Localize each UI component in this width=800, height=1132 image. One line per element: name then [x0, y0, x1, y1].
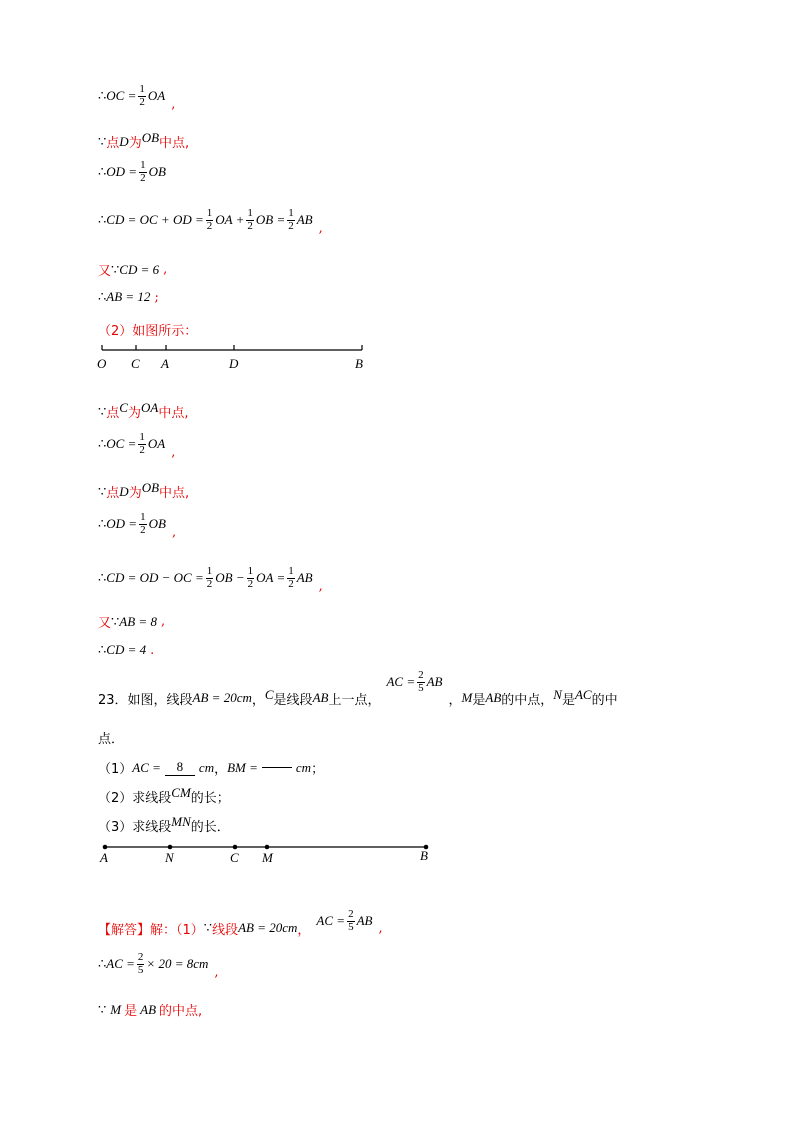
text: ，: [251, 692, 265, 708]
label-n: N: [165, 850, 174, 865]
eq-rhs: OB: [148, 164, 166, 180]
eq-part: AB: [296, 212, 313, 228]
fraction-half: $\frac{1}{2}$: [139, 431, 145, 456]
because-symbol: ∵: [98, 133, 107, 149]
punctuation: ,: [160, 614, 166, 629]
answer-line-2: [98, 951, 219, 980]
dot-a: [103, 845, 108, 850]
eq-part: OB =: [255, 212, 286, 228]
question-2: [98, 784, 230, 806]
label-b2: B: [420, 848, 428, 863]
math: AC: [574, 687, 592, 703]
answer-line-1: [98, 908, 383, 940]
answer-line-3: [98, 1000, 202, 1019]
eq-rhs: OA: [147, 88, 166, 104]
fraction-two-fifths: $\frac{2}{5}$: [418, 669, 424, 694]
answer-tag: 【解答】: [98, 922, 151, 938]
point-label: C: [119, 399, 128, 415]
problem-23-statement: [98, 669, 618, 710]
punctuation: ,: [171, 444, 176, 460]
text: 是线段: [273, 692, 313, 708]
result-ab-12: [98, 289, 159, 305]
therefore-symbol: ∴: [98, 570, 107, 586]
therefore-symbol: ∴: [98, 164, 107, 180]
text: 点: [106, 406, 120, 421]
punctuation: ,: [214, 964, 219, 980]
label-a: A: [161, 356, 169, 371]
label-m: M: [262, 850, 273, 865]
math: AB = 20cm: [192, 690, 252, 706]
math: BM =: [227, 759, 258, 775]
math: AB: [426, 674, 443, 690]
text: （1）: [98, 762, 133, 777]
dot-c: [233, 845, 238, 850]
therefore-symbol: ∴: [98, 642, 107, 657]
math: AB: [312, 690, 329, 706]
blank-ac-answer: 8: [165, 759, 195, 776]
label-c: C: [131, 356, 140, 371]
text: 为: [128, 486, 142, 501]
eq-rhs: OA: [147, 436, 166, 452]
dot-n: [168, 845, 173, 850]
text: 是: [124, 1004, 138, 1019]
text: 点: [106, 486, 120, 501]
eq-part: CD = OD − OC =: [106, 570, 204, 586]
text: 又: [98, 616, 112, 631]
fraction-half: $\frac{1}{2}$: [247, 207, 253, 232]
math: M: [110, 1001, 122, 1017]
text: 点: [106, 136, 120, 151]
eq-cd-sum: [98, 207, 323, 236]
text: 是: [561, 692, 575, 708]
text: 解：（1）: [150, 922, 204, 938]
fraction-half: $\frac{1}{2}$: [288, 565, 294, 590]
text: ；: [311, 762, 325, 777]
math: MN: [171, 813, 191, 829]
text: 的中点,: [159, 1004, 203, 1019]
text: 线段: [212, 922, 239, 938]
given-cd-6: [98, 260, 167, 279]
math: AC =: [132, 759, 161, 775]
question-1: [98, 758, 324, 777]
eq-lhs: OC =: [106, 88, 137, 104]
because-symbol: ∵: [203, 920, 213, 936]
math: M: [461, 690, 473, 706]
text: 23．如图，线段: [98, 692, 193, 708]
therefore-symbol: ∴: [98, 436, 107, 452]
eq-part: OA +: [215, 212, 245, 228]
text: （3）求线段: [98, 820, 172, 835]
fraction-half: $\frac{1}{2}$: [206, 207, 213, 232]
blank-bm-answer: [262, 767, 292, 768]
eq-lhs: OD =: [106, 164, 138, 180]
eq-part: AB = 12: [106, 289, 151, 304]
math: cm: [295, 759, 312, 775]
because-symbol: ∵: [111, 613, 120, 629]
text: ，: [214, 762, 228, 777]
math: AC =: [316, 913, 346, 929]
text: ，: [448, 692, 462, 708]
fraction-two-fifths: $\frac{2}{5}$: [348, 908, 354, 933]
eq-part: AB: [296, 570, 313, 586]
segment-label: OB: [141, 479, 160, 495]
eq-part: OB −: [215, 570, 245, 586]
fraction-half: $\frac{1}{2}$: [206, 565, 213, 590]
problem-23-line2: 点．: [98, 732, 125, 747]
because-symbol: ∵: [98, 483, 107, 499]
answer-ac-equation: [316, 909, 372, 933]
dot-m: [265, 845, 270, 850]
result-cd-4: [98, 642, 154, 658]
fraction-half: $\frac{1}{2}$: [247, 565, 254, 590]
point-label: D: [119, 483, 129, 499]
label-a2: A: [100, 850, 108, 865]
fraction-half: $\frac{1}{2}$: [140, 511, 146, 536]
text: 的长．: [190, 820, 230, 835]
reason-c-midpoint: [98, 399, 189, 421]
segment-label: OA: [140, 399, 159, 415]
math: N: [553, 687, 562, 703]
therefore-symbol: ∴: [98, 956, 107, 972]
therefore-symbol: ∴: [98, 516, 107, 532]
text: 是: [472, 692, 486, 708]
because-symbol: ∵: [98, 1001, 107, 1017]
part2-heading: （2）如图所示：: [98, 324, 198, 339]
eq-part: CD = 6: [119, 261, 160, 277]
punctuation: ,: [318, 578, 323, 594]
math: AB: [140, 1001, 157, 1017]
segment-label: OB: [141, 129, 160, 145]
math: × 20 = 8cm: [146, 956, 209, 972]
punctuation: ,: [171, 524, 177, 540]
text: 为: [127, 406, 141, 421]
label-b: B: [355, 356, 363, 371]
therefore-symbol: ∴: [98, 289, 107, 304]
math: cm: [198, 759, 215, 775]
text: 的中点，: [501, 692, 554, 708]
eq-part: CD = 4: [106, 642, 147, 657]
reason-d-midpoint-1: [98, 129, 190, 151]
therefore-symbol: ∴: [98, 212, 107, 228]
punctuation: ;: [154, 289, 159, 305]
eq-rhs: OB: [148, 516, 166, 532]
math: AB = 20cm: [238, 920, 298, 936]
eq-oc-half-oa-2: [98, 431, 176, 460]
fraction-half: $\frac{1}{2}$: [288, 207, 294, 232]
eq-od-half-ob-2: [98, 511, 177, 540]
fraction-two-fifths: $\frac{2}{5}$: [137, 951, 144, 976]
given-ab-8: [98, 612, 165, 631]
text: 的长；: [190, 791, 230, 806]
math: AB: [485, 690, 502, 706]
math: CM: [171, 784, 191, 800]
label-o: O: [97, 356, 107, 371]
fraction-half: $\frac{1}{2}$: [139, 83, 145, 108]
eq-part: CD = OC + OD =: [106, 212, 204, 228]
label-d: D: [229, 356, 239, 371]
punctuation: ,: [163, 262, 168, 277]
punctuation: ,: [378, 920, 383, 936]
math: AB: [356, 913, 373, 929]
text: 中点,: [158, 406, 189, 421]
math: AC =: [106, 956, 135, 972]
eq-part: OA =: [256, 570, 286, 586]
eq-cd-difference: [98, 565, 323, 594]
text: （2）求线段: [98, 791, 172, 806]
eq-lhs: OD =: [106, 516, 138, 532]
punctuation: ,: [318, 220, 323, 236]
because-symbol: ∵: [111, 261, 120, 277]
text: ，: [297, 922, 311, 938]
text: 上一点，: [328, 692, 381, 708]
math: AC =: [386, 674, 416, 690]
therefore-symbol: ∴: [98, 88, 107, 104]
text: 中点,: [159, 136, 190, 151]
eq-lhs: OC =: [106, 436, 137, 452]
punctuation: .: [150, 642, 155, 658]
fraction-half: $\frac{1}{2}$: [140, 159, 146, 184]
because-symbol: ∵: [98, 403, 107, 419]
eq-oc-half-oa-1: [98, 83, 176, 112]
point-label: D: [119, 133, 129, 149]
ac-equation: [386, 670, 442, 694]
text: 又: [98, 264, 112, 279]
eq-part: AB = 8: [119, 613, 157, 629]
math: C: [264, 687, 274, 703]
text: 为: [128, 136, 142, 151]
question-3: [98, 813, 230, 835]
punctuation: ,: [171, 96, 176, 112]
text: 中点,: [159, 486, 190, 501]
label-c2: C: [230, 850, 239, 865]
reason-d-midpoint-2: [98, 479, 190, 501]
eq-od-half-ob-1: [98, 160, 166, 184]
text: 的中: [591, 692, 618, 708]
